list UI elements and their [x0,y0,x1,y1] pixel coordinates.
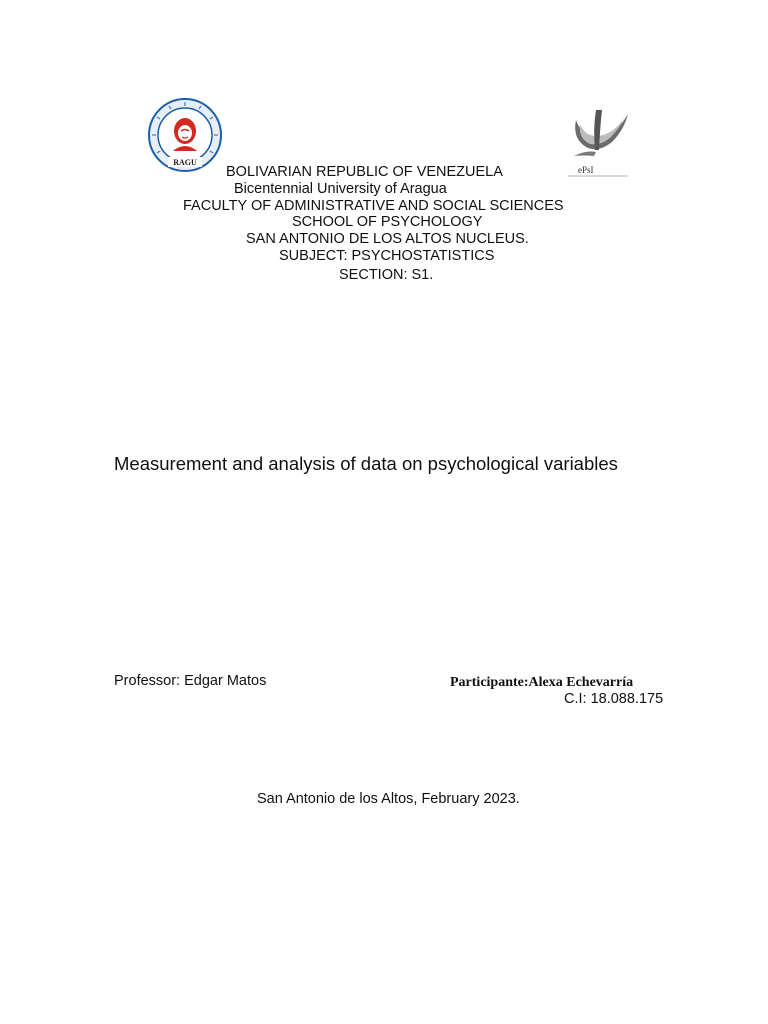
svg-text:ePsI: ePsI [578,165,594,175]
header-line-school: SCHOOL OF PSYCHOLOGY [292,214,483,230]
school-psychology-logo [566,106,632,178]
svg-text:RAGU: RAGU [173,158,197,167]
place-date: San Antonio de los Altos, February 2023. [257,791,520,807]
university-seal-graphic [145,95,225,177]
psi-logo-graphic [566,106,632,178]
participant-id: C.I: 18.088.175 [564,691,664,707]
document-title: Measurement and analysis of data on psychological variables [114,453,618,474]
header-line-subject: SUBJECT: PSYCHOSTATISTICS [279,248,495,264]
header-line-country: BOLIVARIAN REPUBLIC OF VENEZUELA [226,164,503,180]
professor-name: Professor: Edgar Matos [114,673,267,689]
header-line-faculty: FACULTY OF ADMINISTRATIVE AND SOCIAL SCIENCES [183,198,564,214]
participant-name: Participante:Alexa Echevarría [450,675,634,690]
header-line-university: Bicentennial University of Aragua [234,181,447,197]
university-seal-logo [145,95,225,177]
header-line-nucleus: SAN ANTONIO DE LOS ALTOS NUCLEUS. [246,231,529,247]
header-line-section: SECTION: S1. [339,267,434,283]
